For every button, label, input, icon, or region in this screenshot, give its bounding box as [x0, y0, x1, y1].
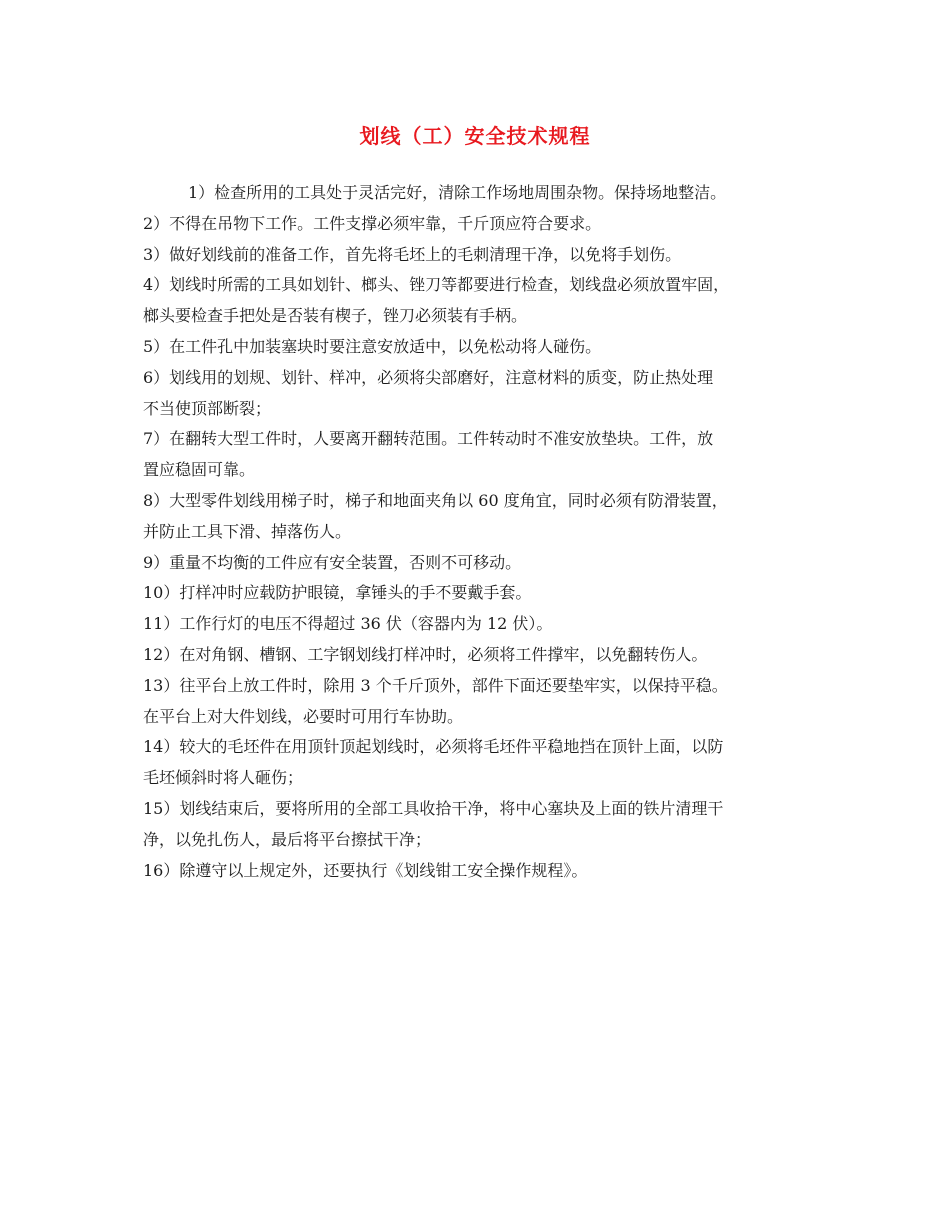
body-line: 3）做好划线前的准备工作，首先将毛坯上的毛刺清理干净，以免将手划伤。	[143, 244, 682, 264]
body-line: 13）往平台上放工件时，除用 3 个千斤顶外，部件下面还要垫牢实，以保持平稳。	[143, 675, 728, 695]
body-line: 并防止工具下滑、掉落伤人。	[143, 521, 352, 541]
body-line: 置应稳固可靠。	[143, 460, 256, 480]
body-line: 不当使顶部断裂；	[143, 398, 272, 418]
body-line: 2）不得在吊物下工作。工件支撑必须牢靠，千斤顶应符合要求。	[143, 213, 602, 233]
body-line: 8）大型零件划线用梯子时，梯子和地面夹角以 60 度角宜，同时必须有防滑装置，	[143, 490, 728, 510]
body-line: 11）工作行灯的电压不得超过 36 伏（容器内为 12 伏）。	[143, 614, 553, 634]
body-line: 4）划线时所需的工具如划针、榔头、锉刀等都要进行检查，划线盘必须放置牢固，	[143, 275, 730, 295]
body-line: 9）重量不均衡的工件应有安全装置，否则不可移动。	[143, 552, 522, 572]
body-line: 毛坯倾斜时将人砸伤；	[143, 768, 304, 788]
body-line: 7）在翻转大型工件时，人要离开翻转范围。工件转动时不准安放垫块。工件，放	[143, 429, 714, 449]
body-line: 10）打样冲时应载防护眼镜，拿锤头的手不要戴手套。	[143, 583, 532, 603]
body-line: 12）在对角钢、槽钢、工字钢划线打样冲时，必须将工件撑牢，以免翻转伤人。	[143, 644, 708, 664]
body-line: 15）划线结束后，要将所用的全部工具收拾干净，将中心塞块及上面的铁片清理干	[143, 798, 724, 818]
body-line: 在平台上对大件划线，必要时可用行车协助。	[143, 706, 464, 726]
body-line: 榔头要检查手把处是否装有楔子，锉刀必须装有手柄。	[143, 306, 528, 326]
body-line: 5）在工件孔中加装塞块时要注意安放适中，以免松动将人碰伤。	[143, 336, 602, 356]
document-body	[143, 178, 823, 886]
body-line: 6）划线用的划规、划针、样冲，必须将尖部磨好，注意材料的质变，防止热处理	[143, 367, 714, 387]
body-line: 14）较大的毛坯件在用顶针顶起划线时，必须将毛坯件平稳地挡在顶针上面，以防	[143, 737, 724, 757]
document-title: 划线（工）安全技术规程	[359, 124, 591, 148]
body-line: 1）检查所用的工具处于灵活完好，清除工作场地周围杂物。保持场地整洁。	[188, 183, 727, 202]
body-line: 净，以免扎伤人，最后将平台擦拭干净；	[143, 829, 432, 849]
body-line: 16）除遵守以上规定外，还要执行《划线钳工安全操作规程》。	[143, 860, 588, 880]
